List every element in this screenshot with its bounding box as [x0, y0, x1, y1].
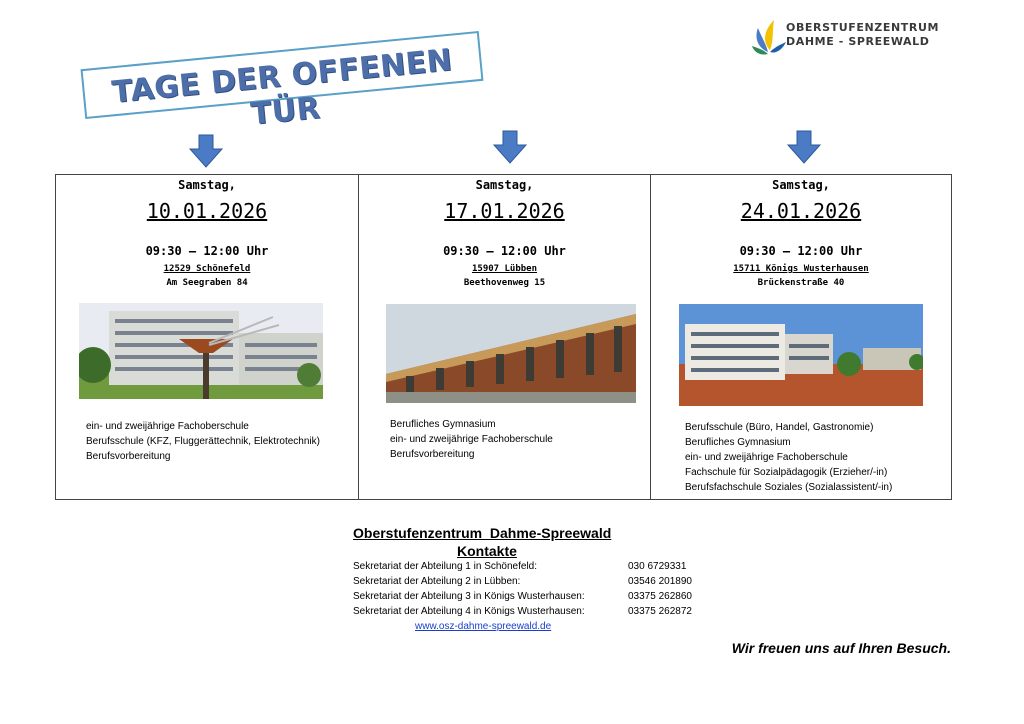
down-arrow-icon: [787, 130, 821, 164]
offer-item: Berufsvorbereitung: [390, 449, 475, 460]
offer-item: ein- und zweijährige Fachoberschule: [390, 434, 553, 445]
offer-item: ein- und zweijährige Fachoberschule: [685, 452, 848, 463]
contact-label: Sekretariat der Abteilung 3 in Königs Wusterhausen:: [353, 591, 585, 602]
contact-row: [353, 589, 713, 604]
event-time: 09:30 – 12:00 Uhr: [739, 244, 863, 258]
offer-item: Berufliches Gymnasium: [390, 419, 496, 430]
contacts-title: Oberstufenzentrum Dahme-Spreewald: [353, 525, 612, 541]
contact-label: Sekretariat der Abteilung 2 in Lübben:: [353, 576, 521, 587]
event-street: Beethovenweg 15: [463, 278, 546, 288]
contacts-section: [353, 525, 713, 634]
event-date: 17.01.2026: [444, 199, 565, 223]
contact-row: [353, 559, 713, 574]
event-day: Samstag,: [772, 178, 830, 192]
school-logo: [752, 10, 952, 62]
event-street: Am Seegraben 84: [166, 278, 248, 288]
contact-label: Sekretariat der Abteilung 4 in Königs Wusterhausen:: [353, 606, 585, 617]
event-date: 24.01.2026: [740, 199, 862, 223]
event-street: Brückenstraße 40: [757, 278, 845, 288]
school-photo-luebben: [386, 304, 636, 403]
event-luebben: [358, 175, 650, 499]
contact-phone: 030 6729331: [628, 561, 687, 572]
logo-line-1: OBERSTUFENZENTRUM: [786, 21, 940, 34]
contact-phone: 03546 201890: [628, 576, 692, 587]
event-city: 15907 Lübben: [471, 264, 538, 274]
event-day: Samstag,: [178, 178, 236, 192]
down-arrow-icon: [493, 130, 527, 164]
offer-item: Berufsschule (Büro, Handel, Gastronomie): [685, 422, 874, 433]
offer-item: Berufsfachschule Soziales (Sozialassistent/-in): [685, 482, 893, 493]
event-day: Samstag,: [475, 178, 534, 192]
contact-row: [353, 604, 713, 619]
event-date: 10.01.2026: [146, 199, 268, 223]
event-city: 12529 Schönefeld: [163, 264, 251, 274]
title-banner: [81, 31, 484, 133]
contact-label: Sekretariat der Abteilung 1 in Schönefeld:: [353, 561, 538, 572]
contact-phone: 03375 262860: [628, 591, 692, 602]
closing-message: Wir freuen uns auf Ihren Besuch.: [731, 640, 951, 656]
event-schoenefeld: [56, 175, 358, 499]
offer-list: [86, 419, 320, 464]
event-koenigs-wusterhausen: [650, 175, 951, 499]
school-photo-koenigs-wusterhausen: [679, 304, 923, 406]
contact-phone: 03375 262872: [628, 606, 692, 617]
contact-row: [353, 574, 713, 589]
offer-item: Fachschule für Sozialpädagogik (Erzieher/-in): [685, 467, 888, 478]
offer-item: Berufsschule (KFZ, Fluggerättechnik, Elektrotechnik): [86, 436, 320, 447]
offer-list: [685, 420, 892, 495]
school-photo-schoenefeld: [79, 303, 323, 399]
down-arrow-icon: [189, 134, 223, 168]
website-link[interactable]: www.osz-dahme-spreewald.de: [415, 621, 552, 632]
offer-item: Berufliches Gymnasium: [685, 437, 791, 448]
offer-item: ein- und zweijährige Fachoberschule: [86, 421, 249, 432]
event-time: 09:30 – 12:00 Uhr: [443, 244, 566, 258]
contacts-subtitle: Kontakte: [457, 543, 517, 559]
event-time: 09:30 – 12:00 Uhr: [145, 244, 269, 258]
events-table: [55, 174, 952, 500]
offer-list: [390, 417, 553, 462]
leaf-logo-icon: [752, 12, 786, 60]
offer-item: Berufsvorbereitung: [86, 451, 171, 462]
page-title: TAGE DER OFFENEN TÜR: [110, 42, 454, 133]
logo-line-2: DAHME - SPREEWALD: [786, 35, 930, 48]
event-city: 15711 Königs Wusterhausen: [733, 264, 869, 274]
